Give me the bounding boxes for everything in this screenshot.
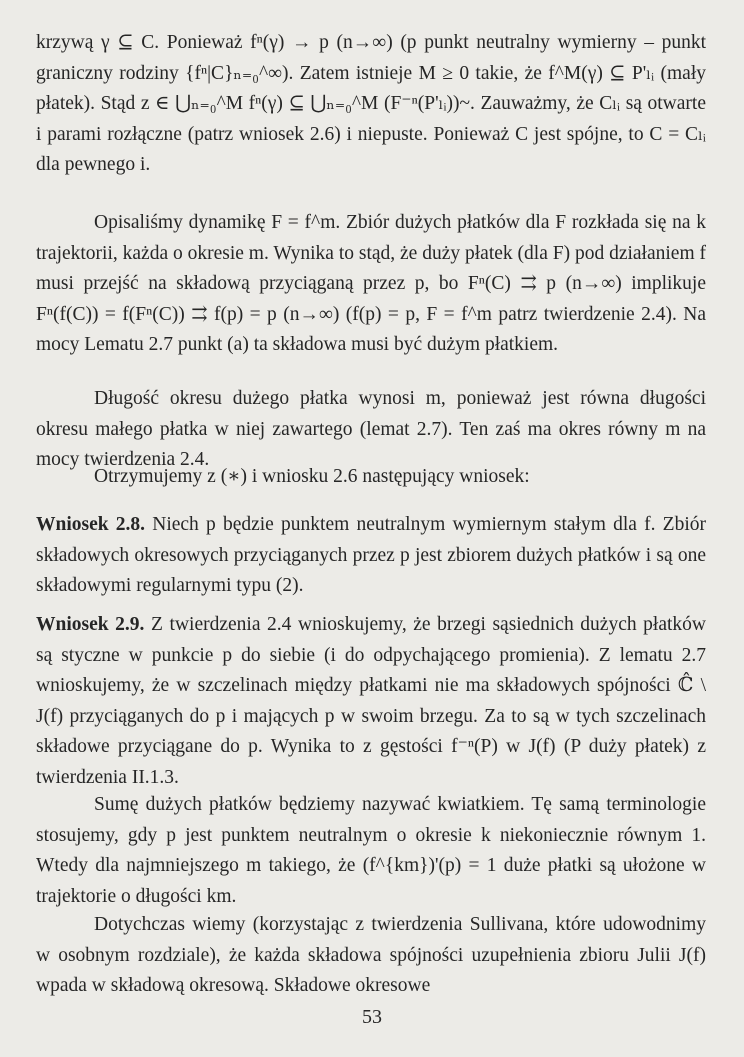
text-block-intro <box>36 462 706 493</box>
corollary-2-8-heading: Wniosek 2.8. <box>36 514 146 535</box>
page-number: 53 <box>362 1006 382 1028</box>
paragraph-6: Dotychczas wiemy (korzystając z twierdzenia Sullivana, które udowodnimy w osobnym rozdziale), że każda składowa spójności uzupełnienia zbioru Julii J(f) wpada w składową okresową. Składowe okresowe <box>36 914 706 996</box>
paragraph-1: krzywą γ ⊆ C. Ponieważ fⁿ(γ) → p (n→∞) (p punkt neutralny wymierny – punkt graniczny rodziny {fⁿ|C}ₙ₌₀^∞). Zatem istnieje M ≥ 0 takie, że f^M(γ) ⊆ P'ₗᵢ (mały płatek). Stąd z ∈ ⋃ₙ₌₀^M fⁿ(γ) ⊆ ⋃ₙ₌₀^M (F⁻ⁿ(P'ₗᵢ))~. Zauważmy, że Cₗᵢ są otwarte i parami rozłączne (patrz wniosek 2.6) i niepuste. Ponieważ C jest spójne, to C = Cₗᵢ dla pewnego i. <box>36 32 706 175</box>
paragraph-3: Długość okresu dużego płatka wynosi m, ponieważ jest równa długości okresu małego płatka w niej zawartego (lemat 2.7). Ten zaś ma okres równy m na mocy twierdzenia 2.4. <box>36 388 706 470</box>
paragraph-5: Sumę dużych płatków będziemy nazywać kwiatkiem. Tę samą terminologie stosujemy, gdy p jest punktem neutralnym o okresie k niekoniecznie równym 1. Wtedy dla najmniejszego m takiego, że (f^{km})'(p) = 1 duże płatki są ułożone w trajektorie o długości km. <box>36 794 706 907</box>
corollary-2-9-text <box>36 610 706 793</box>
corollary-2-8 <box>36 510 706 602</box>
paragraph-4: Otrzymujemy z (∗) i wniosku 2.6 następujący wniosek: <box>94 466 530 487</box>
paragraph-2: Opisaliśmy dynamikę F = f^m. Zbiór dużych płatków dla F rozkłada się na k trajektorii, każda o okresie m. Wynika to stąd, że duży płatek (dla F) pod działaniem f musi przejść na składową przyciąganą przez p, bo Fⁿ(C) ⇉ p (n→∞) implikuje Fⁿ(f(C)) = f(Fⁿ(C)) ⇉ f(p) = p (n→∞) (f(p) = p, F = f^m patrz twierdzenie 2.4). Na mocy Lematu 2.7 punkt (a) ta składowa musi być dużym płatkiem. <box>36 212 706 355</box>
text-block-dynamics <box>36 208 706 361</box>
text-block-sullivan <box>36 910 706 1002</box>
corollary-2-9-heading: Wniosek 2.9. <box>36 614 145 635</box>
corollary-2-8-text <box>36 510 706 602</box>
corollary-2-8-body: Niech p będzie punktem neutralnym wymiernym stałym dla f. Zbiór składowych okresowych przyciąganych przez p jest zbiorem dużych płatków i są one składowymi regularnymi typu (2). <box>36 514 706 596</box>
corollary-2-9 <box>36 610 706 793</box>
text-block-flower <box>36 790 706 912</box>
text-block-top <box>36 28 706 181</box>
corollary-2-9-body: Z twierdzenia 2.4 wnioskujemy, że brzegi sąsiednich dużych płatków są styczne w punkcie p do siebie (i do odpychającego promienia). Z lematu 2.7 wnioskujemy, że w szczelinach między płatkami nie ma składowych spójności ℂ̂ \ J(f) przyciąganych do p i mających p w swoim brzegu. Za to są w tych szczelinach składowe przyciągane do p. Wynika to z gęstości f⁻ⁿ(P) w J(f) (P duży płatek) z twierdzenia II.1.3. <box>36 614 706 788</box>
